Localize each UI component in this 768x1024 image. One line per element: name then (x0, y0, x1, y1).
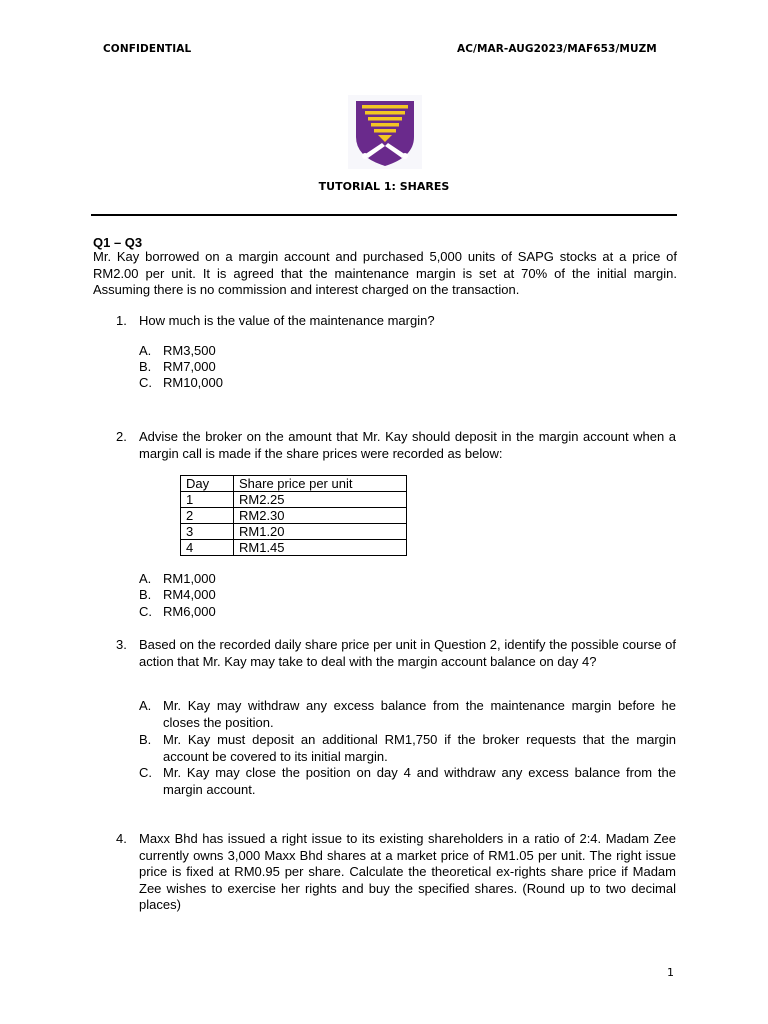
document-code: AC/MAR-AUG2023/MAF653/MUZM (457, 43, 657, 55)
q3-option-a-letter: A. (139, 698, 152, 713)
q2-option-b-letter: B. (139, 587, 152, 602)
q2-option-a: RM1,000 (163, 571, 216, 586)
q3-option-a: Mr. Kay may withdraw any excess balance from the maintenance margin before he closes the position. (163, 698, 676, 730)
q1-option-a-letter: A. (139, 343, 152, 358)
table-header-cell: Share price per unit (234, 476, 407, 492)
section-intro: Mr. Kay borrowed on a margin account and purchased 5,000 units of SAPG stocks at a price of RM2.00 per unit. It is agreed that the maintenance margin is set at 70% of the initial margin. Assuming there is no commission and interest charged on the transaction. (93, 249, 677, 297)
table-header-cell: Day (181, 476, 234, 492)
title-divider (91, 214, 677, 216)
q1-option-b-letter: B. (139, 359, 152, 374)
q1-option-b: RM7,000 (163, 359, 216, 374)
q2-option-a-letter: A. (139, 571, 152, 586)
q2-option-b: RM4,000 (163, 587, 216, 602)
table-cell: RM2.25 (234, 492, 407, 508)
q3-number: 3. (116, 637, 127, 652)
q1-option-a: RM3,500 (163, 343, 216, 358)
table-cell: RM1.45 (234, 540, 407, 556)
q4-text: Maxx Bhd has issued a right issue to its existing shareholders in a ratio of 2:4. Madam Zee currently owns 3,000 Maxx Bhd shares at a market price of RM1.05 per unit. The right issue price is fixed at RM0.95 per share. Calculate the theoretical ex-rights share price if Madam Zee wishes to exercise her rights and buy the specified shares. (Round up to two decimal places) (139, 831, 676, 912)
q3-option-c-letter: C. (139, 765, 152, 780)
q3-option-b: Mr. Kay must deposit an additional RM1,750 if the broker requests that the margin account be covered to its initial margin. (163, 732, 676, 764)
q3-text: Based on the recorded daily share price per unit in Question 2, identify the possible course of action that Mr. Kay may take to deal with the margin account balance on day 4? (139, 637, 676, 669)
table-cell: RM1.20 (234, 524, 407, 540)
q3-option-c: Mr. Kay may close the position on day 4 and withdraw any excess balance from the margin account. (163, 765, 676, 797)
q1-text: How much is the value of the maintenance margin? (139, 313, 435, 328)
table-row (181, 540, 407, 556)
q1-option-c: RM10,000 (163, 375, 223, 390)
q2-number: 2. (116, 429, 127, 444)
q3-option-b-letter: B. (139, 732, 152, 747)
table-cell: 4 (181, 540, 234, 556)
table-header-row (181, 476, 407, 492)
page-number: 1 (667, 966, 674, 979)
q1-number: 1. (116, 313, 127, 328)
page-title: TUTORIAL 1: SHARES (318, 180, 450, 193)
share-price-table (180, 475, 407, 556)
confidential-label: CONFIDENTIAL (103, 43, 192, 55)
q1-option-c-letter: C. (139, 375, 152, 390)
table-row (181, 492, 407, 508)
table-cell: RM2.30 (234, 508, 407, 524)
table-cell: 1 (181, 492, 234, 508)
q2-text: Advise the broker on the amount that Mr. Kay should deposit in the margin account when a margin call is made if the share prices were recorded as below: (139, 429, 676, 461)
university-crest-icon (348, 95, 422, 169)
section-heading: Q1 – Q3 (93, 235, 143, 250)
q2-option-c-letter: C. (139, 604, 152, 619)
q2-option-c: RM6,000 (163, 604, 216, 619)
table-row (181, 524, 407, 540)
table-cell: 3 (181, 524, 234, 540)
table-row (181, 508, 407, 524)
table-cell: 2 (181, 508, 234, 524)
q4-number: 4. (116, 831, 127, 846)
